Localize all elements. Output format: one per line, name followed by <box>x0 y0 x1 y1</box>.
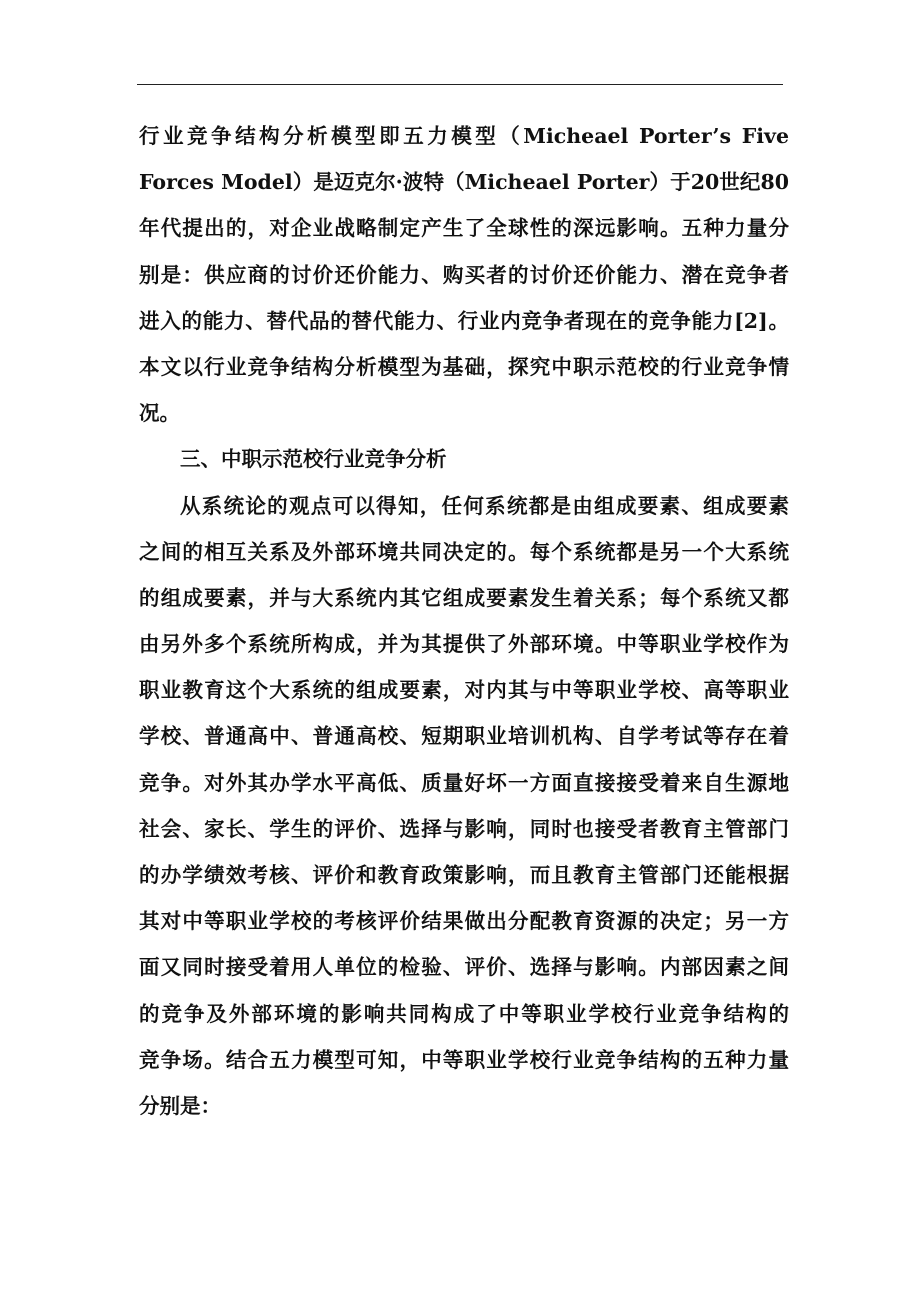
paragraph-five-forces-intro <box>139 113 789 436</box>
section-heading: 三、中职示范校行业竞争分析 <box>180 447 447 472</box>
paragraph-line: 的竞争及外部环境的影响共同构成了中等职业学校行业竞争结构的 <box>139 1001 789 1026</box>
paragraph-line: 竞争。对外其办学水平高低、质量好坏一方面直接接受着来自生源地 <box>139 770 789 795</box>
paragraph-line: 的办学绩效考核、评价和教育政策影响，而且教育主管部门还能根据 <box>139 863 789 887</box>
paragraph-line: 的组成要素，并与大系统内其它组成要素发生着关系；每个系统又都 <box>139 585 789 610</box>
paragraph-line: 况。 <box>139 401 180 426</box>
paragraph-line: 进入的能力、替代品的替代能力、行业内竞争者现在的竞争能力[2]。 <box>139 308 789 333</box>
paragraph-line: 行业竞争结构分析模型即五力模型（Micheael Porter’s Five <box>139 124 789 148</box>
paragraph-line: 其对中等职业学校的考核评价结果做出分配教育资源的决定；另一方 <box>139 909 789 934</box>
paragraph-line: 本文以行业竞争结构分析模型为基础，探究中职示范校的行业竞争情 <box>139 354 789 379</box>
paragraph-line: 从系统论的观点可以得知，任何系统都是由组成要素、组成要素 <box>180 493 789 518</box>
paragraph-line: 职业教育这个大系统的组成要素，对内其与中等职业学校、高等职业 <box>139 678 789 703</box>
paragraph-line: 由另外多个系统所构成，并为其提供了外部环境。中等职业学校作为 <box>139 632 789 657</box>
paragraph-line: 面又同时接受着用人单位的检验、评价、选择与影响。内部因素之间 <box>139 955 789 980</box>
paragraph-line: Forces Model）是迈克尔·波特（Micheael Porter）于20世纪80 <box>139 170 789 195</box>
document-body <box>139 113 789 1129</box>
header-rule <box>137 84 783 85</box>
paragraph-line: 竞争场。结合五力模型可知，中等职业学校行业竞争结构的五种力量 <box>139 1047 789 1072</box>
paragraph-line: 分别是： <box>139 1093 221 1118</box>
paragraph-system-analysis <box>139 483 789 1130</box>
paragraph-line: 之间的相互关系及外部环境共同决定的。每个系统都是另一个大系统 <box>139 539 789 564</box>
paragraph-line: 学校、普通高中、普通高校、短期职业培训机构、自学考试等存在着 <box>139 724 789 749</box>
paragraph-line: 年代提出的，对企业战略制定产生了全球性的深远影响。五种力量分 <box>139 216 789 241</box>
paragraph-line: 别是：供应商的讨价还价能力、购买者的讨价还价能力、潜在竞争者 <box>139 262 789 287</box>
paragraph-line: 社会、家长、学生的评价、选择与影响，同时也接受者教育主管部门 <box>139 816 789 841</box>
